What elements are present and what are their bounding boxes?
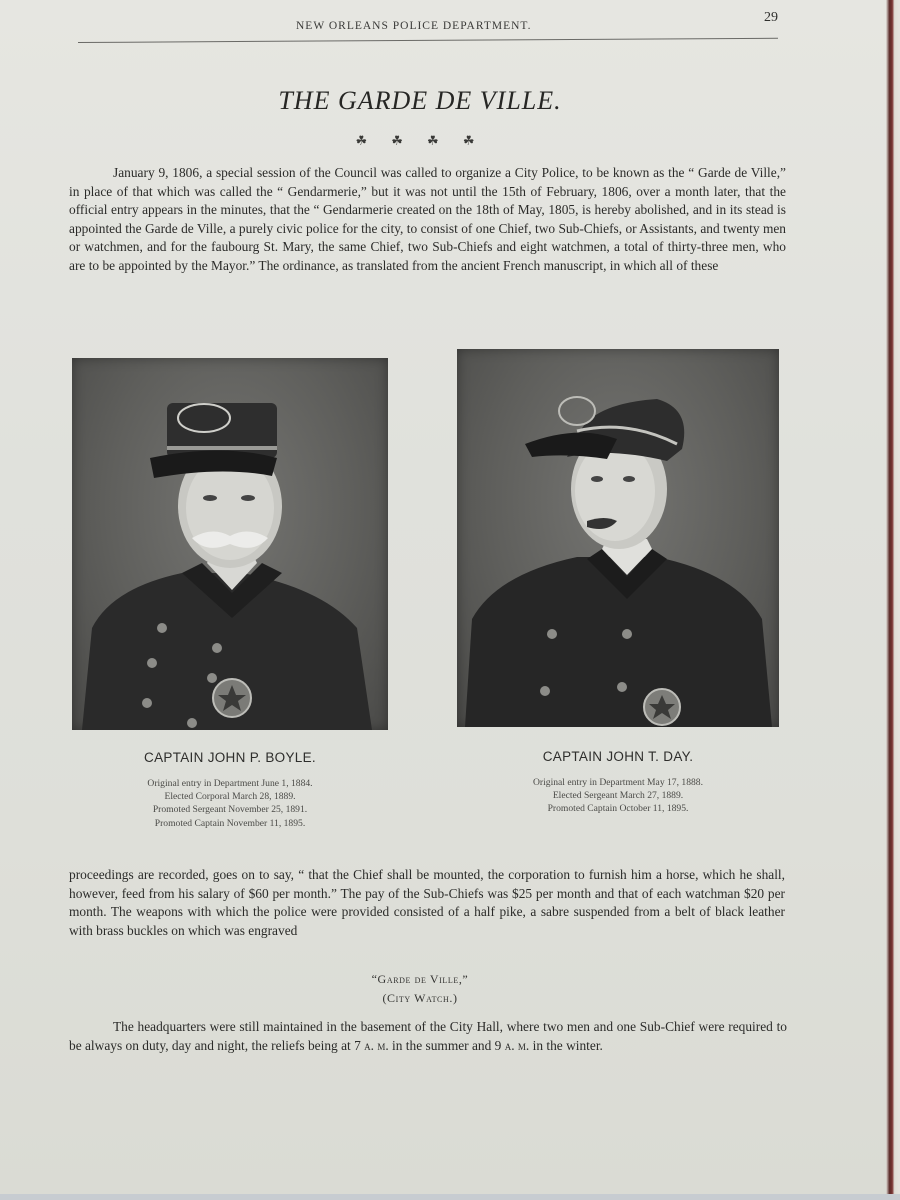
career-line: Promoted Captain November 11, 1895. bbox=[154, 817, 306, 829]
fleuron-ornament-icon: ☘ ☘ ☘ ☘ bbox=[355, 134, 485, 149]
p3-text-3: in the winter. bbox=[529, 1037, 603, 1053]
header-rule bbox=[78, 38, 778, 43]
career-line: Promoted Captain October 11, 1895. bbox=[547, 803, 689, 815]
p3-text-2: in the summer and 9 bbox=[388, 1037, 505, 1053]
chapter-title: THE GARDE DE VILLE. bbox=[278, 86, 562, 115]
book-binding-edge bbox=[886, 0, 900, 1200]
paragraph-intro bbox=[69, 164, 786, 276]
caption-name-day: CAPTAIN JOHN T. DAY. bbox=[542, 749, 694, 764]
career-line: Elected Corporal March 28, 1889. bbox=[164, 791, 296, 803]
motto-line-2: (City Watch.) bbox=[382, 991, 458, 1005]
p3-text-1: The headquarters were still maintained in the basement of the City Hall, where two men and one Sub-Chief were required to be always on duty, day and night, the reliefs being at 7 bbox=[69, 1019, 787, 1053]
career-line: Promoted Sergeant November 25, 1891. bbox=[152, 804, 308, 816]
portrait-photo-boyle bbox=[72, 358, 388, 730]
p3-am-2: a. m. bbox=[504, 1037, 530, 1053]
portrait-boyle-image bbox=[72, 358, 388, 730]
page-number: 29 bbox=[764, 10, 778, 25]
running-head-title: NEW ORLEANS POLICE DEPARTMENT. bbox=[296, 20, 532, 32]
career-line: Original entry in Department May 17, 1888. bbox=[533, 777, 703, 788]
paragraph-intro-text: January 9, 1806, a special session of the Council was called to organize a City Police, to be known as the “ Garde de Ville,” in place of that which was called the “ Gendarmerie,” but it was not until the 15th of February, 1806, over a month later, that the official entry appears in the minutes, that the “ Gendarmerie created on the 18th of May, 1805, is hereby abolished, and in its stead is appointed the Garde de Ville, a purely civic police for the city, to consist of one Chief, two Sub-Chiefs, or Assistants, and twenty men or watchmen, and for the faubourg St. Mary, the same Chief, two Sub-Chiefs and eight watchmen, a total of thirty-three men, who are to be appointed by the Mayor.” The ordinance, as translated from the ancient French manuscript, in which all of these bbox=[69, 165, 786, 273]
career-line: Original entry in Department June 1, 1884. bbox=[147, 778, 313, 789]
caption-name-boyle: CAPTAIN JOHN P. BOYLE. bbox=[144, 750, 316, 765]
page-bottom-edge bbox=[0, 1194, 900, 1200]
portrait-day-image bbox=[457, 349, 779, 727]
caption-day bbox=[457, 749, 779, 816]
paragraph-headquarters bbox=[69, 1018, 787, 1055]
p3-am-1: a. m. bbox=[364, 1037, 389, 1053]
career-line: Elected Sergeant March 27, 1889. bbox=[552, 790, 684, 802]
motto-line-1: “Garde de Ville,” bbox=[371, 972, 469, 986]
paragraph-ordinance: proceedings are recorded, goes on to say, “ that the Chief shall be mounted, the corporation to furnish him a horse, which he shall, however, feed from his salary of $60 per month.” The pay of the Sub-Chiefs was $25 per month and that of each watchman $20 per month. The weapons with which the police were provided consisted of a half pike, a sabre suspended from a belt of black leather with brass buckles on which was engraved bbox=[69, 867, 785, 938]
engraving-motto bbox=[0, 970, 840, 1008]
running-head bbox=[78, 10, 778, 46]
caption-boyle bbox=[72, 750, 388, 830]
portrait-photo-day bbox=[457, 349, 779, 727]
